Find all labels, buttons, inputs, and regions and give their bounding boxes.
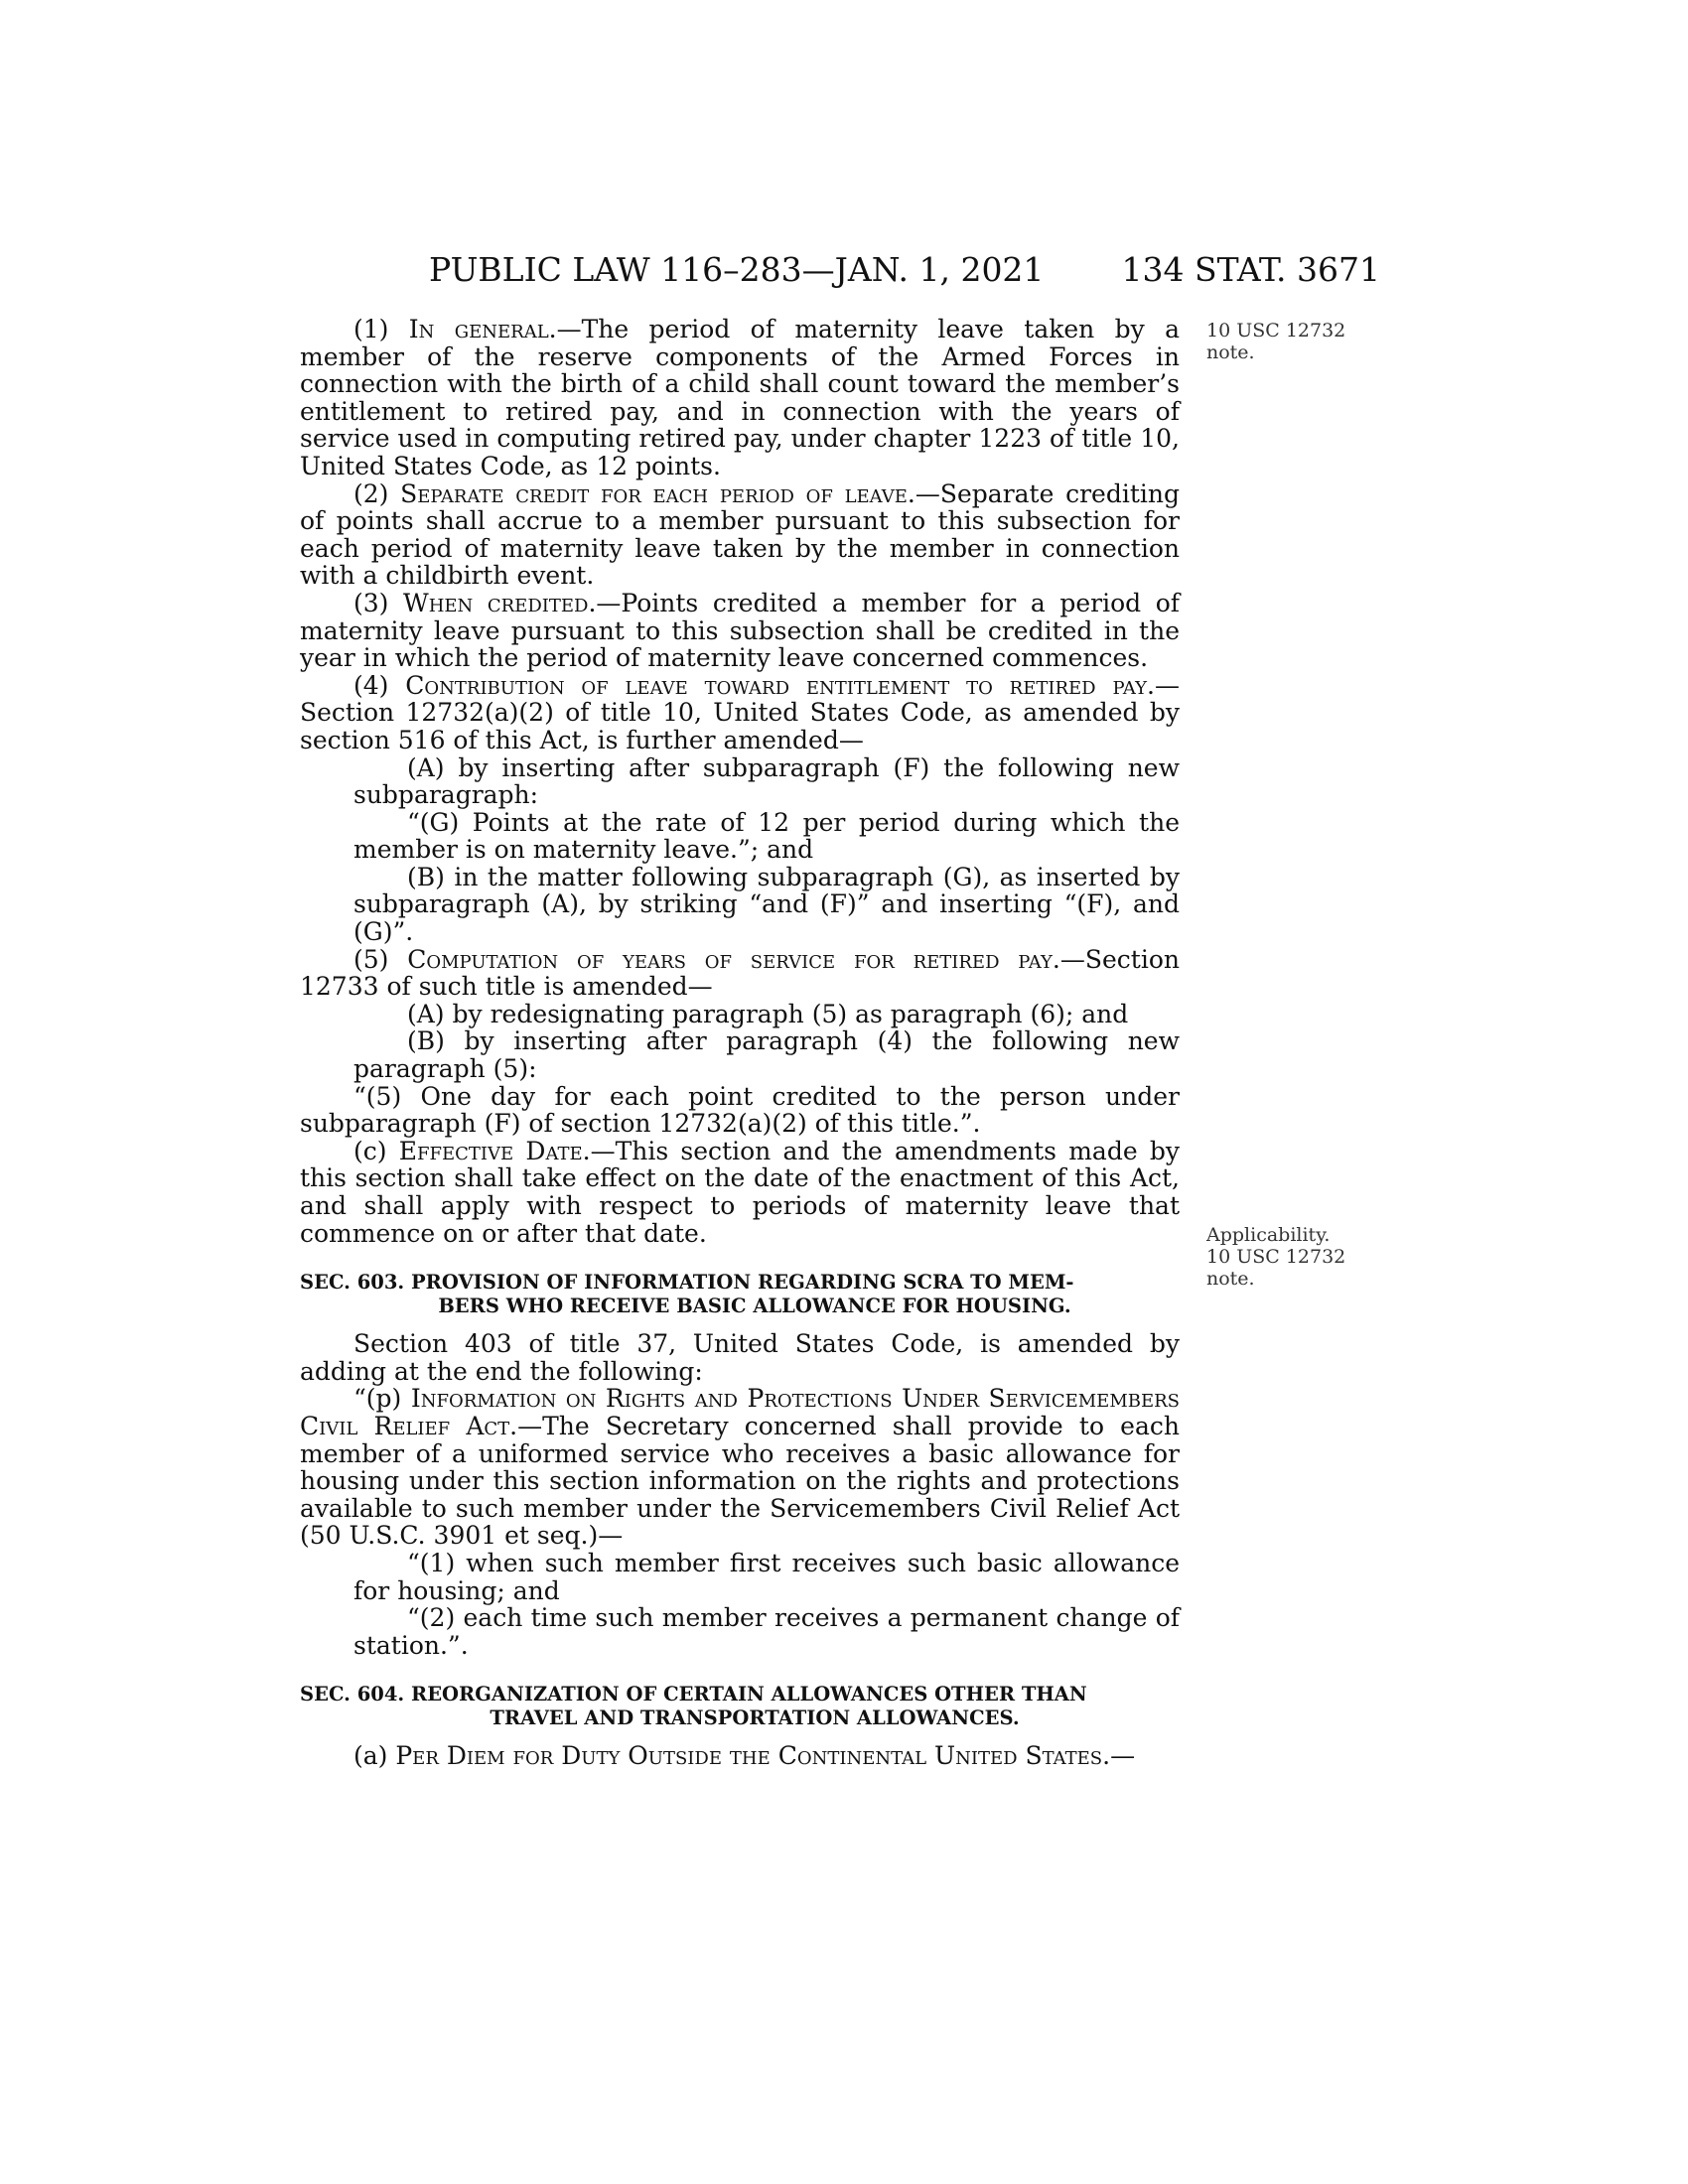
statute-page-number: 134 STAT. 3671	[1121, 250, 1380, 289]
document-body	[300, 316, 1180, 1770]
margin-note-usc: 10 USC 12732 note.	[1206, 320, 1346, 363]
section-603-subsection-p: “(p) Information on Rights and Protections Under Servicemembers Civil Relief Act.—The Secretary concerned shall provide to each member of a uniformed service who receives a basic allowance for housing under this section information on the rights and protections available to such member under the Servicemembers Civil Relief Act (50 U.S.C. 3901 et seq.)—	[300, 1384, 1180, 1551]
subparagraph-4a: (A) by inserting after subparagraph (F) the following new subparagraph:	[353, 752, 1180, 810]
paragraph-3: (3) When credited.—Points credited a member for a period of maternity leave pursuant to this subsection shall be credited in the year in which the period of maternity leave concerned commences.	[300, 588, 1181, 673]
subparagraph-5a: (A) by redesignating paragraph (5) as paragraph (6); and	[407, 999, 1129, 1028]
paragraph-2: (2) Separate credit for each period of leave.—Separate crediting of points shall accrue to a member pursuant to this subsection for each period of maternity leave taken by the member in connection with a childbirth event.	[300, 478, 1181, 591]
subsection-c: (c) Effective Date.—This section and the amendments made by this section shall take effect on the date of the enactment of this Act, and shall apply with respect to periods of maternity leave that commence on or after that date.	[300, 1136, 1180, 1248]
section-603-heading: SEC. 603. PROVISION OF INFORMATION REGARDING SCRA TO MEM- BERS WHO RECEIVE BASIC ALLOWANCE FOR HOUSING.	[300, 1271, 1074, 1318]
quoted-paragraph-5: “(5) One day for each point credited to the person under subparagraph (F) of section 12732(a)(2) of this title.”.	[300, 1081, 1180, 1139]
public-law-title: PUBLIC LAW 116–283—JAN. 1, 2021	[429, 250, 1045, 289]
subparagraph-5b: (B) by inserting after paragraph (4) the following new paragraph (5):	[353, 1026, 1180, 1084]
section-603-item-2: “(2) each time such member receives a permanent change of station.”.	[353, 1603, 1180, 1660]
section-604-subsection-a: (a) Per Diem for Duty Outside the Continental United States.—	[353, 1741, 1136, 1771]
section-604-heading: SEC. 604. REORGANIZATION OF CERTAIN ALLOWANCES OTHER THAN TRAVEL AND TRANSPORTATION ALLOWANCES.	[300, 1683, 1087, 1730]
paragraph-5: (5) Computation of years of service for retired pay.—Section 12733 of such title is amended—	[300, 944, 1180, 1002]
section-603-item-1: “(1) when such member first receives such basic allowance for housing; and	[353, 1548, 1180, 1605]
margin-note-applicability: Applicability. 10 USC 12732 note.	[1206, 1224, 1346, 1290]
paragraph-4: (4) Contribution of leave toward entitlement to retired pay.—Section 12732(a)(2) of title 10, United States Code, as amended by section 516 of this Act, is further amended—	[300, 670, 1180, 754]
section-603-intro: Section 403 of title 37, United States Code, is amended by adding at the end the following:	[300, 1329, 1180, 1386]
page-header	[298, 250, 1380, 290]
subparagraph-4b: (B) in the matter following subparagraph (G), as inserted by subparagraph (A), by striking “and (F)” and inserting “(F), and (G)”.	[353, 862, 1180, 947]
paragraph-1: (1) In general.—The period of maternity leave taken by a member of the reserve components of the Armed Forces in connection with the birth of a child shall count toward the member’s entitlement to retired pay, and in connection with the years of service used in computing retired pay, under chapter 1223 of title 10, United States Code, as 12 points.	[300, 315, 1181, 480]
quoted-subparagraph-g: “(G) Points at the rate of 12 per period during which the member is on maternity leave.”; and	[353, 807, 1180, 865]
